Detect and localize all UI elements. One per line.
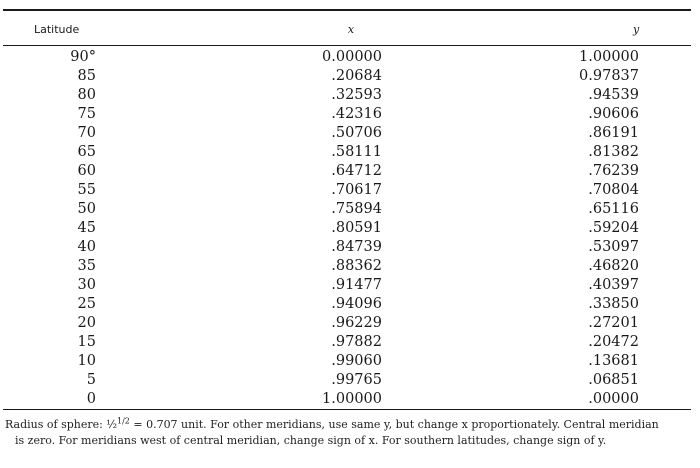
footnote-line-1 xyxy=(5,417,695,433)
y-value-cell: .00000 xyxy=(588,391,639,407)
latitude-cell: 50 xyxy=(77,201,96,217)
table-row xyxy=(0,162,700,181)
y-value-cell: 1.00000 xyxy=(579,49,639,65)
latitude-cell: 20 xyxy=(77,315,96,331)
x-column-header: x xyxy=(347,23,355,36)
y-value-cell: .59204 xyxy=(588,220,639,236)
latitude-cell: 70 xyxy=(77,125,96,141)
y-value-cell: .94539 xyxy=(588,87,639,103)
y-column-header: y xyxy=(633,23,640,36)
table-row xyxy=(0,181,700,200)
y-value-cell: .13681 xyxy=(588,353,639,369)
x-value-cell: .97882 xyxy=(331,334,382,350)
table-row xyxy=(0,48,700,67)
table-row xyxy=(0,86,700,105)
table-row xyxy=(0,238,700,257)
x-value-cell: .91477 xyxy=(331,277,382,293)
x-value-cell: .70617 xyxy=(331,182,382,198)
table-row xyxy=(0,67,700,86)
y-value-cell: .90606 xyxy=(588,106,639,122)
x-value-cell: .42316 xyxy=(331,106,382,122)
y-value-cell: .20472 xyxy=(588,334,639,350)
table-row xyxy=(0,257,700,276)
latitude-cell: 0 xyxy=(86,391,96,407)
table-row xyxy=(0,390,700,409)
y-value-cell: .70804 xyxy=(588,182,639,198)
x-value-cell: .88362 xyxy=(331,258,382,274)
latitude-cell: 10 xyxy=(77,353,96,369)
y-value-cell: 0.97837 xyxy=(579,68,639,84)
latitude-cell: 5 xyxy=(86,372,96,388)
y-value-cell: .81382 xyxy=(588,144,639,160)
header-rule xyxy=(3,45,691,46)
latitude-cell: 35 xyxy=(77,258,96,274)
table-row xyxy=(0,143,700,162)
y-value-cell: .27201 xyxy=(588,315,639,331)
footnote-lead: Radius of sphere: ½ xyxy=(5,418,117,431)
table-row xyxy=(0,314,700,333)
latitude-cell: 40 xyxy=(77,239,96,255)
y-value-cell: .46820 xyxy=(588,258,639,274)
y-value-cell: .33850 xyxy=(588,296,639,312)
latitude-cell: 65 xyxy=(77,144,96,160)
x-value-cell: .32593 xyxy=(331,87,382,103)
x-value-cell: .84739 xyxy=(331,239,382,255)
table-row xyxy=(0,371,700,390)
latitude-cell: 30 xyxy=(77,277,96,293)
latitude-cell: 55 xyxy=(77,182,96,198)
footnote-exponent: 1/2 xyxy=(116,416,130,426)
table-top-rule xyxy=(3,9,691,11)
x-value-cell: .64712 xyxy=(331,163,382,179)
table-body xyxy=(0,48,700,409)
latitude-cell: 75 xyxy=(77,106,96,122)
latitude-cell: 85 xyxy=(77,68,96,84)
footnote xyxy=(5,417,695,449)
latitude-cell: 60 xyxy=(77,163,96,179)
x-value-cell: 1.00000 xyxy=(322,391,382,407)
x-value-cell: .20684 xyxy=(331,68,382,84)
latitude-cell: 45 xyxy=(77,220,96,236)
table-row xyxy=(0,200,700,219)
y-value-cell: .86191 xyxy=(588,125,639,141)
table-row xyxy=(0,295,700,314)
table-row xyxy=(0,105,700,124)
table-row xyxy=(0,276,700,295)
latitude-cell: 90° xyxy=(70,49,96,65)
y-value-cell: .40397 xyxy=(588,277,639,293)
footnote-rest: = 0.707 unit. For other meridians, use same y, but change x proportionately. Central meridian xyxy=(129,418,659,431)
x-value-cell: .58111 xyxy=(331,144,382,160)
y-value-cell: .65116 xyxy=(588,201,639,217)
x-value-cell: .94096 xyxy=(331,296,382,312)
latitude-column-header: Latitude xyxy=(34,23,80,36)
y-value-cell: .76239 xyxy=(588,163,639,179)
x-value-cell: .75894 xyxy=(331,201,382,217)
y-value-cell: .06851 xyxy=(588,372,639,388)
x-value-cell: .99765 xyxy=(331,372,382,388)
x-value-cell: 0.00000 xyxy=(322,49,382,65)
footnote-line-2: is zero. For meridians west of central meridian, change sign of x. For southern latitudes, change sign of y. xyxy=(15,434,607,447)
x-value-cell: .99060 xyxy=(331,353,382,369)
latitude-cell: 15 xyxy=(77,334,96,350)
x-value-cell: .80591 xyxy=(331,220,382,236)
table-row xyxy=(0,124,700,143)
latitude-cell: 25 xyxy=(77,296,96,312)
x-value-cell: .50706 xyxy=(331,125,382,141)
x-value-cell: .96229 xyxy=(331,315,382,331)
latitude-cell: 80 xyxy=(77,87,96,103)
table-row xyxy=(0,219,700,238)
table-row xyxy=(0,352,700,371)
table-bottom-rule xyxy=(3,409,691,410)
table-row xyxy=(0,333,700,352)
y-value-cell: .53097 xyxy=(588,239,639,255)
